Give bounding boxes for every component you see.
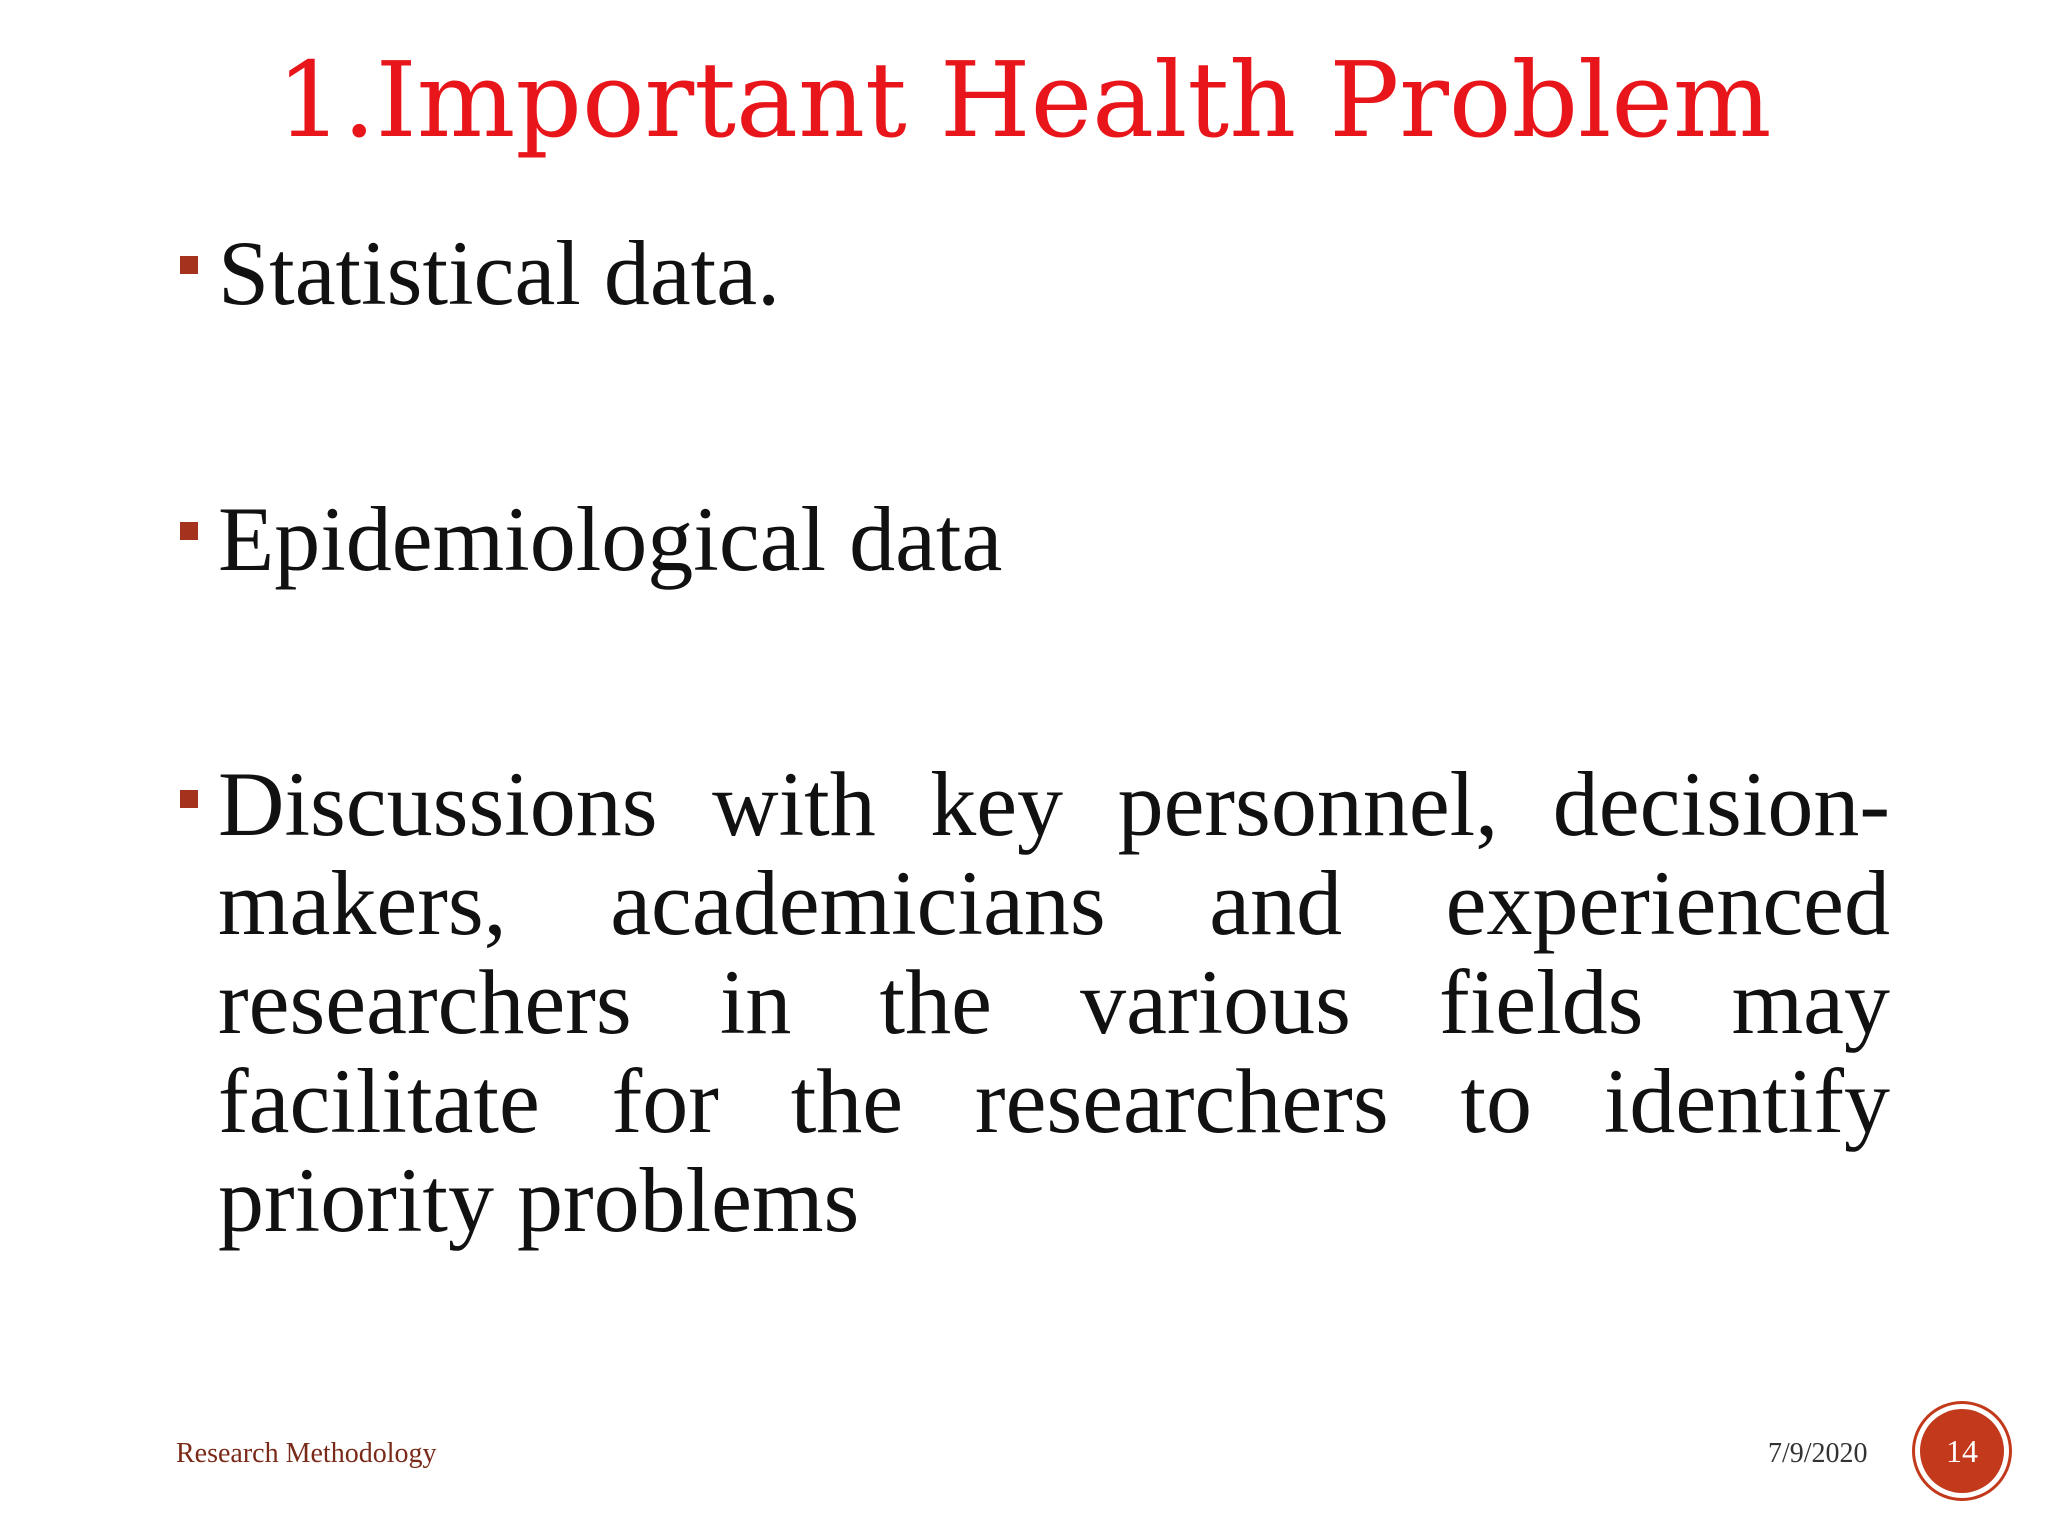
slide-title: 1.Important Health Problem: [276, 39, 1772, 161]
bullet-text: Epidemiological data: [218, 488, 1003, 590]
footer-course-title: Research Methodology: [176, 1438, 437, 1469]
bullet-text: Discussions with key personnel, decision-makers, academicians and experienced researchers in the various fields may facilitate for the researchers to identify priority problems: [218, 753, 1890, 1251]
footer-date: 7/9/2020: [1768, 1438, 1868, 1469]
square-bullet-icon: [180, 790, 198, 808]
bullet-text: Statistical data.: [218, 222, 781, 324]
square-bullet-icon: [180, 522, 198, 540]
page-number-badge: 14: [1920, 1409, 2004, 1493]
square-bullet-icon: [180, 256, 198, 274]
